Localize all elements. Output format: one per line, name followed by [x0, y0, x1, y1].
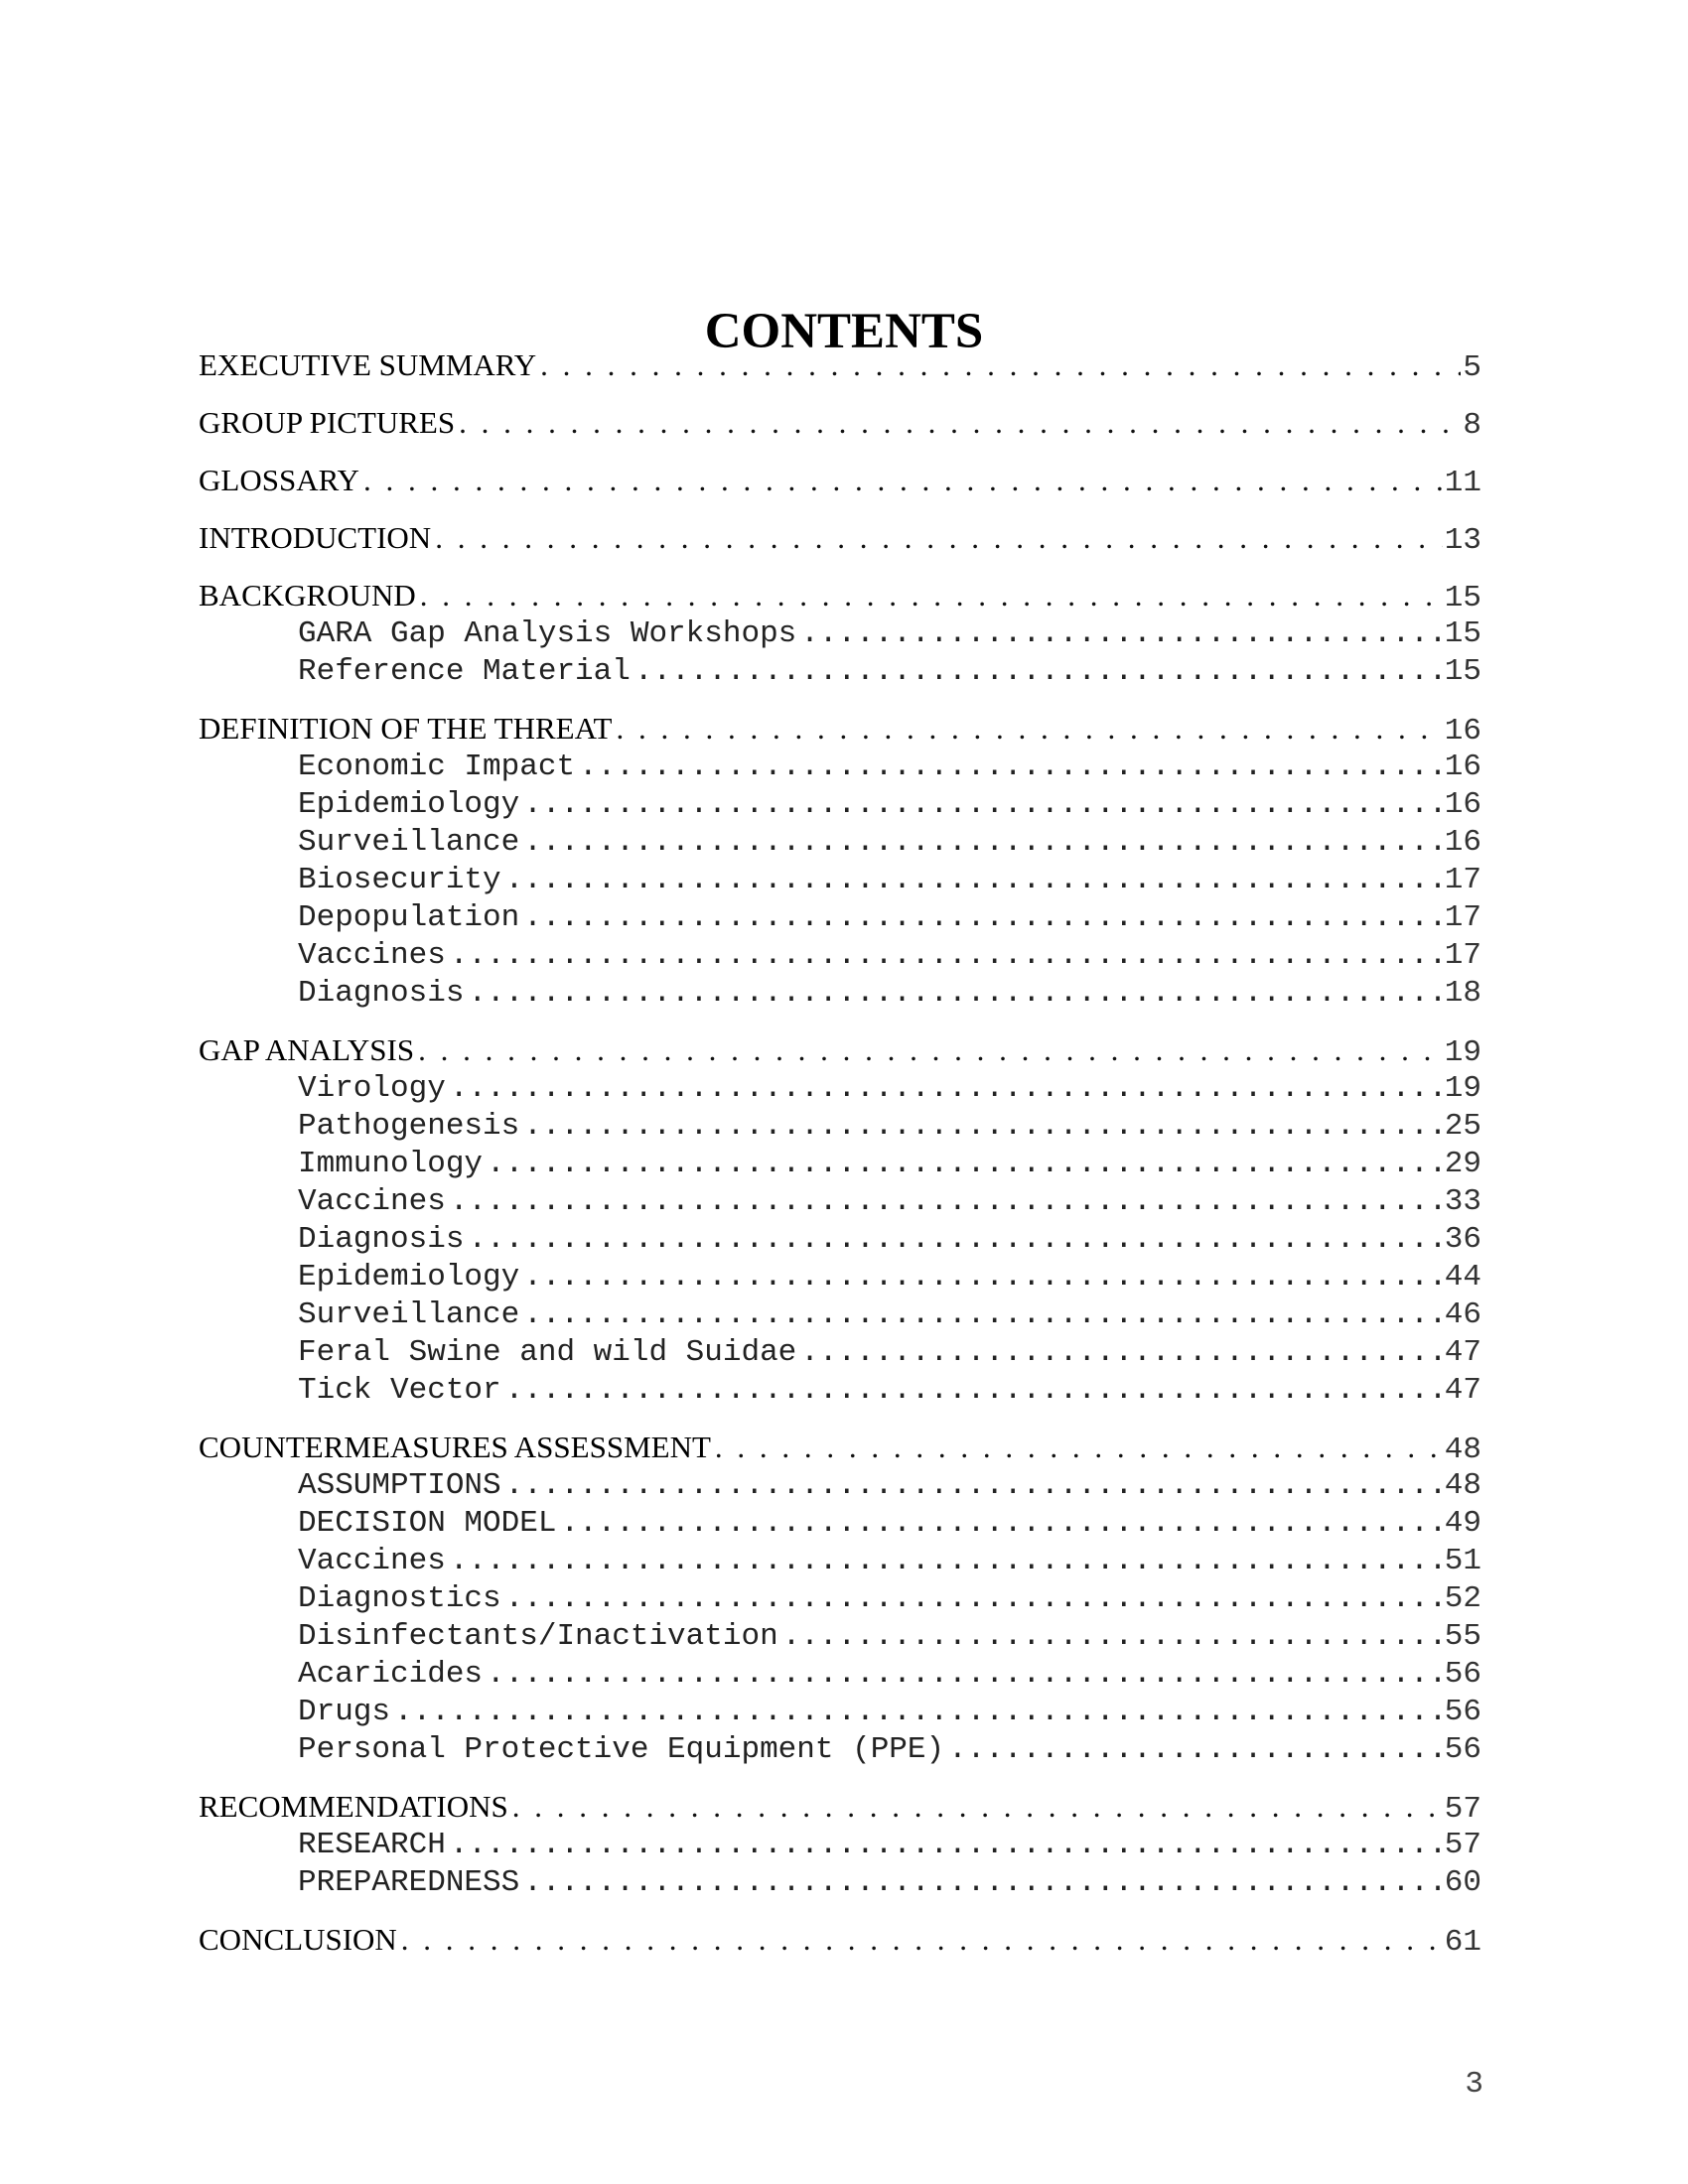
toc-subentry-page: 17 — [1444, 938, 1481, 973]
dot-leader — [948, 1731, 1443, 1769]
toc-subentry-label: Depopulation — [298, 900, 520, 935]
toc-subentry-vaccines[interactable] — [199, 1183, 1481, 1221]
toc-subentry-page: 18 — [1444, 976, 1481, 1011]
toc-subentry-diagnosis[interactable] — [199, 1221, 1481, 1259]
toc-subentry-epidemiology[interactable] — [199, 786, 1481, 824]
toc-subentry-assumptions[interactable] — [199, 1467, 1481, 1505]
dot-leader — [418, 1030, 1443, 1070]
dot-leader — [505, 1467, 1443, 1505]
toc-subentry-gara-gap-analysis-workshops[interactable] — [199, 615, 1481, 653]
toc-subentry-label: Drugs — [298, 1695, 391, 1729]
toc-subentry-page: 33 — [1444, 1184, 1481, 1219]
toc-subentry-page: 56 — [1444, 1657, 1481, 1692]
toc-subentry-drugs[interactable] — [199, 1694, 1481, 1731]
toc-subentry-disinfectants-inactivation[interactable] — [199, 1618, 1481, 1656]
toc-subentry-label: Biosecurity — [298, 863, 501, 897]
toc-subentry-acaricides[interactable] — [199, 1656, 1481, 1694]
toc-subentry-surveillance[interactable] — [199, 1297, 1481, 1334]
toc-entry-label: COUNTERMEASURES ASSESSMENT — [199, 1430, 711, 1464]
toc-subentry-pathogenesis[interactable] — [199, 1108, 1481, 1146]
toc-subentry-label: Diagnosis — [298, 1222, 465, 1257]
toc-subentry-research[interactable] — [199, 1827, 1481, 1864]
toc-entry-label: EXECUTIVE SUMMARY — [199, 347, 537, 382]
toc-subentry-immunology[interactable] — [199, 1146, 1481, 1183]
dot-leader — [523, 786, 1443, 824]
dot-leader — [579, 749, 1443, 786]
toc-entry-page: 8 — [1463, 408, 1481, 443]
toc-subentry-economic-impact[interactable] — [199, 749, 1481, 786]
toc-subentry-label: Epidemiology — [298, 787, 520, 822]
toc-subentry-page: 57 — [1444, 1828, 1481, 1862]
toc-subentry-label: PREPAREDNESS — [298, 1865, 520, 1900]
toc-subentry-diagnosis[interactable] — [199, 975, 1481, 1013]
toc-subentry-virology[interactable] — [199, 1070, 1481, 1108]
dot-leader — [487, 1656, 1443, 1694]
toc-subentry-page: 46 — [1444, 1297, 1481, 1332]
dot-leader — [468, 1221, 1442, 1259]
dot-leader — [450, 937, 1443, 975]
toc-subentry-page: 29 — [1444, 1147, 1481, 1181]
toc-subentry-label: Disinfectants/Inactivation — [298, 1619, 778, 1654]
toc-entry-label: INTRODUCTION — [199, 520, 432, 555]
toc-subentry-label: Vaccines — [298, 1184, 446, 1219]
dot-leader — [394, 1694, 1443, 1731]
toc-subentry-label: Pathogenesis — [298, 1109, 520, 1144]
dot-leader — [715, 1428, 1443, 1467]
dot-leader — [540, 345, 1461, 385]
toc-subentry-label: Epidemiology — [298, 1260, 520, 1295]
dot-leader — [512, 1787, 1443, 1827]
dot-leader — [523, 824, 1443, 862]
toc-subentry-page: 16 — [1444, 825, 1481, 860]
dot-leader — [505, 1372, 1443, 1410]
toc-subentry-page: 16 — [1444, 750, 1481, 784]
toc-entry-page: 11 — [1444, 466, 1481, 500]
toc-subentry-vaccines[interactable] — [199, 937, 1481, 975]
toc-subentry-epidemiology[interactable] — [199, 1259, 1481, 1297]
toc-subentry-label: Surveillance — [298, 825, 520, 860]
dot-leader — [450, 1183, 1443, 1221]
toc-entry-label: BACKGROUND — [199, 578, 416, 613]
dot-leader — [560, 1505, 1442, 1543]
toc-subentry-page: 48 — [1444, 1468, 1481, 1503]
dot-leader — [616, 709, 1442, 749]
toc-subentry-label: Diagnostics — [298, 1581, 501, 1616]
toc-subentry-label: Economic Impact — [298, 750, 576, 784]
toc-subentry-decision-model[interactable] — [199, 1505, 1481, 1543]
toc-entry-label: GAP ANALYSIS — [199, 1032, 415, 1067]
dot-leader — [505, 1580, 1443, 1618]
toc-subentry-page: 60 — [1444, 1865, 1481, 1900]
toc-subentry-label: ASSUMPTIONS — [298, 1468, 501, 1503]
toc-subentry-label: Personal Protective Equipment (PPE) — [298, 1732, 945, 1767]
toc-entry-glossary[interactable] — [199, 461, 1481, 500]
dot-leader — [401, 1920, 1443, 1960]
toc-subentry-label: Immunology — [298, 1147, 484, 1181]
toc-subentry-page: 25 — [1444, 1109, 1481, 1144]
dot-leader — [800, 615, 1442, 653]
dot-leader — [523, 1864, 1443, 1902]
toc-entry-page: 48 — [1444, 1433, 1481, 1467]
dot-leader — [435, 518, 1443, 558]
table-of-contents — [199, 345, 1481, 1960]
dot-leader — [505, 862, 1443, 899]
toc-subentry-label: Feral Swine and wild Suidae — [298, 1335, 797, 1370]
toc-subentry-page: 56 — [1444, 1695, 1481, 1729]
dot-leader — [450, 1070, 1443, 1108]
page-number: 3 — [1465, 2067, 1483, 2102]
toc-subentry-biosecurity[interactable] — [199, 862, 1481, 899]
toc-subentry-label: Tick Vector — [298, 1373, 501, 1408]
dot-leader — [468, 975, 1442, 1013]
toc-subentry-label: DECISION MODEL — [298, 1506, 557, 1541]
toc-entry-introduction[interactable] — [199, 518, 1481, 558]
toc-entry-page: 57 — [1444, 1792, 1481, 1827]
toc-entry-page: 13 — [1444, 523, 1481, 558]
toc-subentry-label: Vaccines — [298, 1544, 446, 1578]
toc-entry-label: RECOMMENDATIONS — [199, 1789, 508, 1824]
toc-entry-gap-analysis[interactable] — [199, 1030, 1481, 1070]
toc-subentry-label: Reference Material — [298, 654, 631, 689]
toc-entry-conclusion[interactable] — [199, 1920, 1481, 1960]
toc-subentry-label: Diagnosis — [298, 976, 465, 1011]
toc-entry-recommendations[interactable] — [199, 1787, 1481, 1827]
toc-entry-countermeasures-assessment[interactable] — [199, 1428, 1481, 1467]
toc-subentry-feral-swine-and-wild-suidae[interactable] — [199, 1334, 1481, 1372]
dot-leader — [420, 576, 1443, 615]
dot-leader — [523, 1259, 1443, 1297]
toc-subentry-label: Surveillance — [298, 1297, 520, 1332]
toc-entry-page: 5 — [1463, 350, 1481, 385]
toc-entry-page: 15 — [1444, 581, 1481, 615]
toc-subentry-page: 47 — [1444, 1335, 1481, 1370]
toc-subentry-page: 17 — [1444, 900, 1481, 935]
toc-subentry-page: 36 — [1444, 1222, 1481, 1257]
toc-entry-definition-of-the-threat[interactable] — [199, 709, 1481, 749]
toc-subentry-page: 17 — [1444, 863, 1481, 897]
toc-subentry-vaccines[interactable] — [199, 1543, 1481, 1580]
toc-entry-page: 19 — [1444, 1035, 1481, 1070]
toc-subentry-label: Acaricides — [298, 1657, 484, 1692]
toc-entry-group-pictures[interactable] — [199, 403, 1481, 443]
toc-subentry-page: 19 — [1444, 1071, 1481, 1106]
toc-subentry-page: 55 — [1444, 1619, 1481, 1654]
dot-leader — [523, 899, 1443, 937]
page-title: CONTENTS — [704, 304, 984, 360]
toc-subentry-page: 52 — [1444, 1581, 1481, 1616]
toc-subentry-tick-vector[interactable] — [199, 1372, 1481, 1410]
toc-entry-label: CONCLUSION — [199, 1922, 397, 1957]
toc-entry-page: 61 — [1444, 1925, 1481, 1960]
toc-subentry-page: 51 — [1444, 1544, 1481, 1578]
dot-leader — [800, 1334, 1442, 1372]
dot-leader — [487, 1146, 1443, 1183]
toc-subentry-page: 47 — [1444, 1373, 1481, 1408]
dot-leader — [363, 461, 1443, 500]
dot-leader — [459, 403, 1461, 443]
dot-leader — [450, 1827, 1443, 1864]
toc-entry-executive-summary[interactable] — [199, 345, 1481, 385]
toc-subentry-surveillance[interactable] — [199, 824, 1481, 862]
toc-subentry-label: Vaccines — [298, 938, 446, 973]
toc-subentry-label: GARA Gap Analysis Workshops — [298, 616, 797, 651]
toc-entry-label: GLOSSARY — [199, 463, 359, 497]
toc-entry-background[interactable] — [199, 576, 1481, 615]
toc-subentry-page: 16 — [1444, 787, 1481, 822]
dot-leader — [450, 1543, 1443, 1580]
toc-subentry-page: 49 — [1444, 1506, 1481, 1541]
toc-subentry-page: 44 — [1444, 1260, 1481, 1295]
dot-leader — [523, 1297, 1443, 1334]
toc-subentry-reference-material[interactable] — [199, 653, 1481, 691]
toc-entry-page: 16 — [1444, 714, 1481, 749]
dot-leader — [523, 1108, 1443, 1146]
toc-entry-label: DEFINITION OF THE THREAT — [199, 711, 613, 746]
toc-subentry-personal-protective-equipment-ppe[interactable] — [199, 1731, 1481, 1769]
toc-subentry-label: Virology — [298, 1071, 446, 1106]
toc-subentry-label: RESEARCH — [298, 1828, 446, 1862]
dot-leader — [634, 653, 1443, 691]
toc-subentry-diagnostics[interactable] — [199, 1580, 1481, 1618]
toc-subentry-page: 15 — [1444, 616, 1481, 651]
toc-subentry-depopulation[interactable] — [199, 899, 1481, 937]
toc-subentry-preparedness[interactable] — [199, 1864, 1481, 1902]
toc-subentry-page: 15 — [1444, 654, 1481, 689]
toc-entry-label: GROUP PICTURES — [199, 405, 456, 440]
dot-leader — [782, 1618, 1443, 1656]
toc-subentry-page: 56 — [1444, 1732, 1481, 1767]
